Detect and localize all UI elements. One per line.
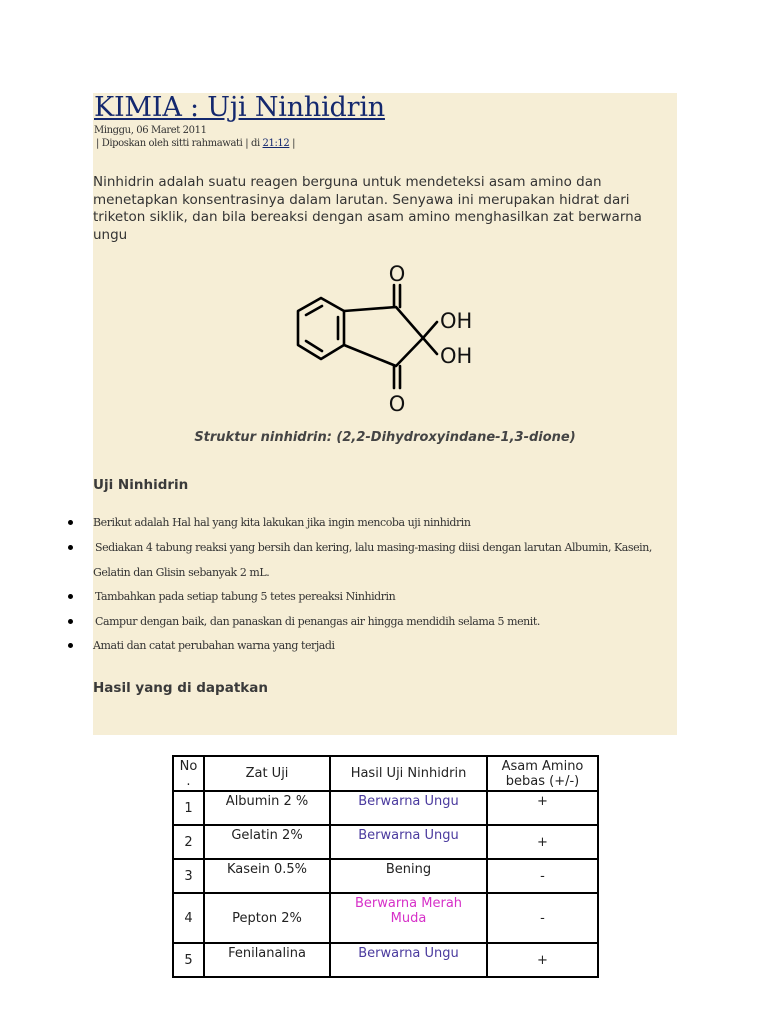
- bullet-icon: [66, 518, 76, 528]
- cell-zat: Pepton 2%: [204, 893, 330, 943]
- cell-no: 1: [173, 791, 204, 825]
- cell-hasil: Berwarna Ungu: [330, 791, 487, 825]
- ninhydrin-structure-diagram: [285, 255, 485, 420]
- cell-asam: +: [487, 825, 598, 859]
- bullet-icon: [66, 592, 76, 602]
- header-asam-text: Asam Amino: [501, 759, 584, 774]
- intro-paragraph: Ninhidrin adalah suatu reagen berguna untuk mendeteksi asam amino dan menetapkan konsentrasinya dalam larutan. Senyawa ini merupakan hidrat dari triketon siklik, dan bila bereaksi dengan asam amino menghasilkan zat berwarna ungu: [93, 174, 642, 243]
- header-asam: [487, 756, 598, 791]
- results-table: [172, 755, 599, 978]
- cell-asam: +: [487, 943, 598, 977]
- header-zat: Zat Uji: [204, 756, 330, 791]
- table-row: [173, 893, 598, 943]
- post-date: Minggu, 06 Maret 2011: [94, 125, 207, 136]
- step-item: Tambahkan pada setiap tabung 5 tetes pereaksi Ninhidrin: [95, 590, 396, 603]
- header-hasil: Hasil Uji Ninhidrin: [330, 756, 487, 791]
- step-item: Berikut adalah Hal hal yang kita lakukan jika ingin mencoba uji ninhidrin: [93, 516, 471, 529]
- step-item-continuation: Gelatin dan Glisin sebanyak 2 mL.: [93, 566, 270, 579]
- bullet-icon: [66, 617, 76, 627]
- step-item: Sediakan 4 tabung reaksi yang bersih dan kering, lalu masing-masing diisi dengan larutan Albumin, Kasein,: [95, 541, 652, 554]
- cell-no: 5: [173, 943, 204, 977]
- cell-hasil-text: Muda: [390, 911, 427, 926]
- cell-zat: Fenilanalina: [204, 943, 330, 977]
- bullet-icon: [66, 543, 76, 553]
- cell-hasil: Berwarna Ungu: [330, 943, 487, 977]
- atom-label-o-top: O: [388, 262, 406, 286]
- hydroxyl-bond-top: [423, 322, 437, 338]
- cell-hasil: Bening: [330, 859, 487, 893]
- post-meta: [96, 138, 295, 149]
- cell-no: 2: [173, 825, 204, 859]
- cell-hasil: [330, 893, 487, 943]
- cell-asam: -: [487, 859, 598, 893]
- step-item: Amati dan catat perubahan warna yang terjadi: [93, 639, 335, 652]
- post-meta-suffix: |: [292, 138, 296, 149]
- atom-label-oh-top: OH: [440, 309, 473, 333]
- table-row: [173, 859, 598, 893]
- post-title[interactable]: KIMIA : Uji Ninhidrin: [94, 92, 385, 123]
- cell-no: 4: [173, 893, 204, 943]
- section-heading-hasil: Hasil yang di dapatkan: [93, 680, 268, 696]
- benzene-inner-bond: [306, 306, 322, 315]
- benzene-inner-bond: [306, 341, 322, 351]
- cell-hasil-text: Berwarna Merah: [354, 896, 463, 911]
- step-item: Campur dengan baik, dan panaskan di penangas air hingga mendidih selama 5 menit.: [95, 615, 540, 628]
- cell-asam: -: [487, 893, 598, 943]
- table-row: [173, 791, 598, 825]
- hydroxyl-bond-bottom: [423, 338, 437, 354]
- atom-label-oh-bottom: OH: [440, 344, 473, 368]
- cell-zat: Kasein 0.5%: [204, 859, 330, 893]
- cell-asam: +: [487, 791, 598, 825]
- header-no-text: No: [179, 759, 198, 774]
- section-heading-uji: Uji Ninhidrin: [93, 477, 189, 493]
- cell-zat: Gelatin 2%: [204, 825, 330, 859]
- table-row: [173, 943, 598, 977]
- cell-no: 3: [173, 859, 204, 893]
- bullet-icon: [66, 641, 76, 651]
- post-time-link[interactable]: 21:12: [262, 138, 290, 149]
- cell-zat: Albumin 2 %: [204, 791, 330, 825]
- five-ring: [344, 307, 423, 366]
- post-author: | Diposkan oleh sitti rahmawati | di: [96, 138, 260, 149]
- structure-caption: Struktur ninhidrin: (2,2-Dihydroxyindane-1,3-dione): [194, 430, 576, 445]
- cell-hasil: Berwarna Ungu: [330, 825, 487, 859]
- header-no: [173, 756, 204, 791]
- header-asam-text: bebas (+/-): [505, 774, 580, 789]
- table-header-row: [173, 756, 598, 791]
- atom-label-o-bottom: O: [388, 392, 406, 416]
- table-row: [173, 825, 598, 859]
- header-no-text: .: [186, 774, 191, 789]
